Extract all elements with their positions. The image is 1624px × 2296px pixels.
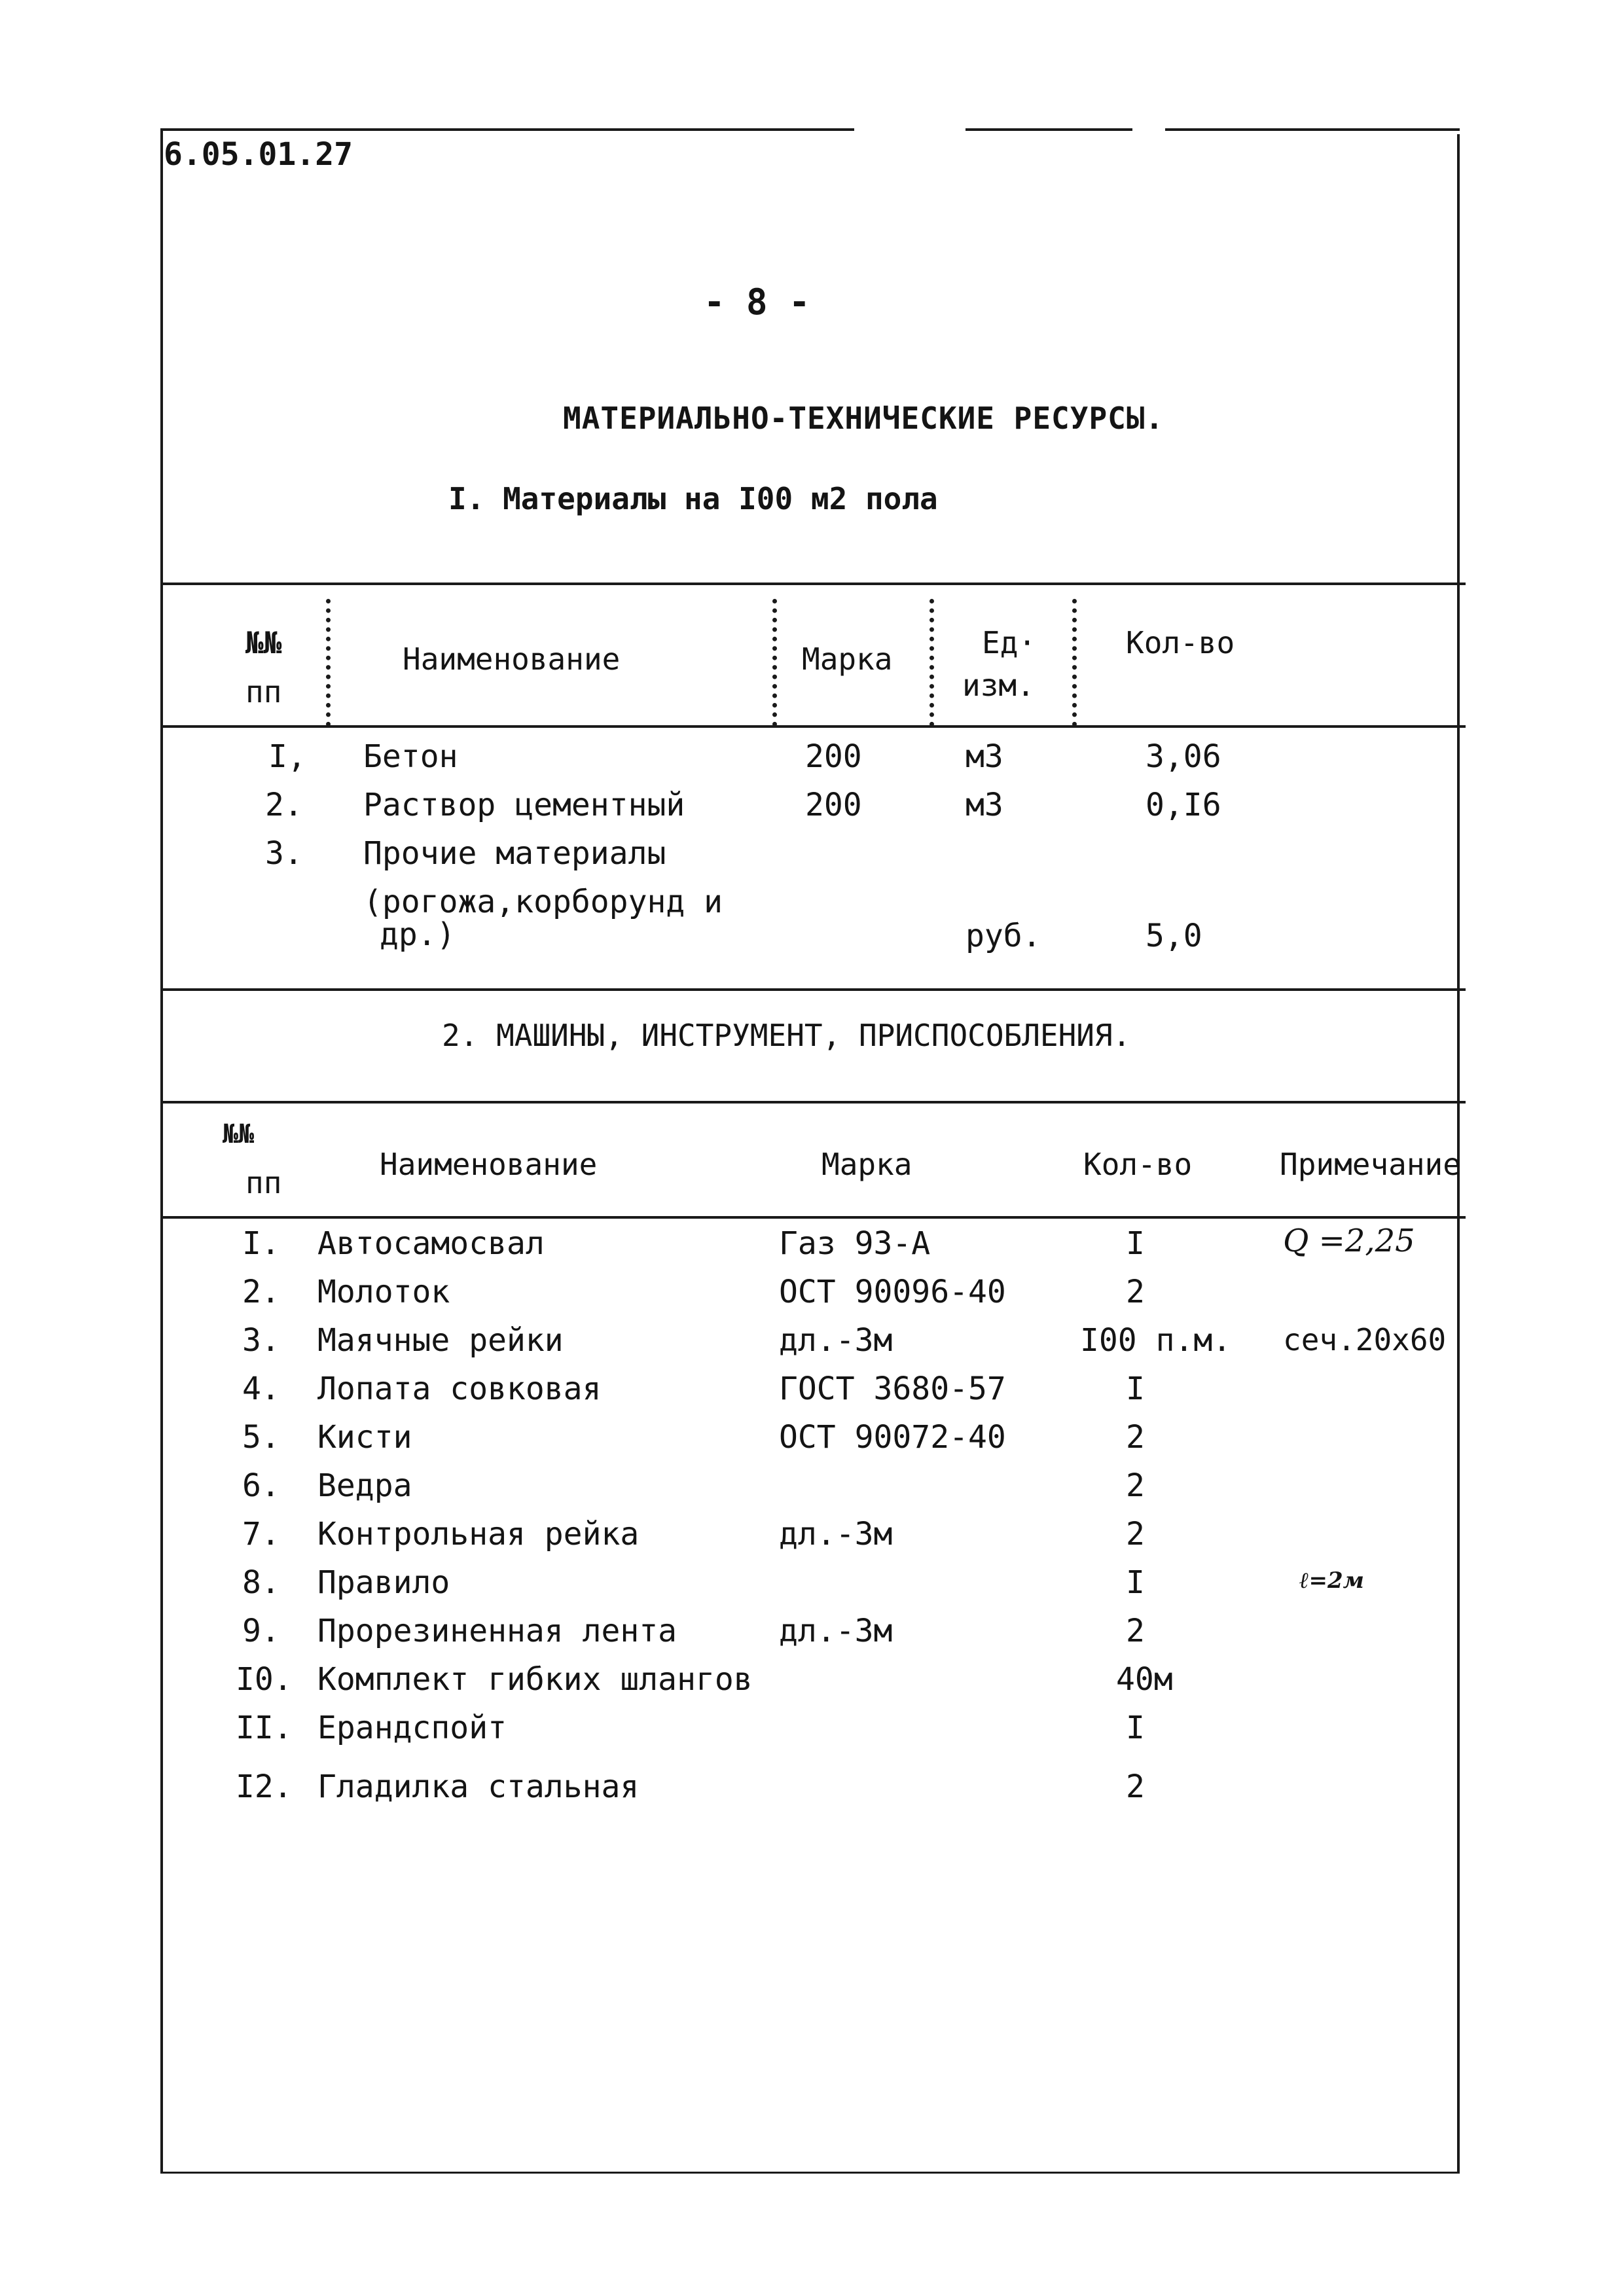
row-brand: ОСТ 90096-40 xyxy=(779,1274,1006,1310)
frame-top-line xyxy=(965,128,1132,131)
page-number: - 8 - xyxy=(704,281,810,323)
table1-top-rule xyxy=(163,583,1466,585)
row-num: I0. xyxy=(236,1661,293,1698)
header-name: Наименование xyxy=(403,641,621,677)
frame-left-line xyxy=(160,131,163,2173)
row-note: Q =2,25 xyxy=(1283,1223,1415,1259)
row-name: Прорезиненная лента xyxy=(317,1613,677,1649)
row-qty: 5,0 xyxy=(1146,918,1202,954)
column-separator xyxy=(772,599,781,726)
row-qty: 40м xyxy=(1116,1661,1173,1698)
row-num: II. xyxy=(236,1710,293,1746)
row-unit: м3 xyxy=(965,787,1003,823)
header-note: Примечание xyxy=(1280,1147,1461,1182)
header-name: Наименование xyxy=(380,1147,598,1182)
row-name: Прочие материалы xyxy=(363,835,666,872)
row-name: Лопата совковая xyxy=(317,1371,602,1407)
row-name: Бетон xyxy=(363,738,458,775)
document-code: 6.05.01.27 xyxy=(164,136,353,173)
section-1-title: I. Материалы на I00 м2 пола xyxy=(448,481,938,516)
row-brand: Газ 93-А xyxy=(779,1225,931,1262)
row-num: 2. xyxy=(265,787,303,823)
row-num: I, xyxy=(268,738,306,775)
row-num: 8. xyxy=(242,1564,280,1601)
column-separator xyxy=(929,599,938,726)
header-qty: Кол-во xyxy=(1083,1147,1193,1182)
row-note: ℓ=2м xyxy=(1299,1568,1364,1594)
table2-top-rule xyxy=(163,1101,1466,1103)
row-name: Ерандспойт xyxy=(317,1710,507,1746)
row-qty: I xyxy=(1126,1371,1145,1407)
header-num-pp: пп xyxy=(245,1165,282,1200)
row-note: сеч.20х60 xyxy=(1283,1322,1447,1357)
row-name: Комплект гибких шлангов xyxy=(317,1661,753,1698)
header-num-pp: пп xyxy=(245,674,282,709)
row-brand: ГОСТ 3680-57 xyxy=(779,1371,1006,1407)
row-qty: 3,06 xyxy=(1146,738,1221,775)
row-brand: ОСТ 90072-40 xyxy=(779,1419,1006,1456)
page-title: МАТЕРИАЛЬНО-ТЕХНИЧЕСКИЕ РЕСУРСЫ. xyxy=(563,401,1164,436)
row-qty: I xyxy=(1126,1225,1145,1262)
row-num: 7. xyxy=(242,1516,280,1552)
frame-bottom-line xyxy=(160,2172,1460,2174)
row-qty: 2 xyxy=(1126,1419,1145,1456)
row-num: 6. xyxy=(242,1467,280,1504)
table1-header-rule xyxy=(163,725,1466,728)
row-unit: руб. xyxy=(965,918,1041,954)
row-name: Кисти xyxy=(317,1419,412,1456)
row-qty: 2 xyxy=(1126,1467,1145,1504)
header-unit: Ед· xyxy=(982,625,1037,660)
row-name: Молоток xyxy=(317,1274,450,1310)
header-qty: Кол-во xyxy=(1126,625,1235,660)
row-name: Контрольная рейка xyxy=(317,1516,640,1552)
row-name: Правило xyxy=(317,1564,450,1601)
row-qty: 0,I6 xyxy=(1146,787,1221,823)
row-name-line3: др.) xyxy=(380,916,456,953)
row-num: I. xyxy=(242,1225,280,1262)
row-qty: 2 xyxy=(1126,1274,1145,1310)
section-2-title: 2. МАШИНЫ, ИНСТРУМЕНТ, ПРИСПОСОБЛЕНИЯ. xyxy=(442,1018,1131,1053)
table1-bottom-rule xyxy=(163,988,1466,991)
column-separator xyxy=(1072,599,1081,726)
row-num: 2. xyxy=(242,1274,280,1310)
row-name: Автосамосвал xyxy=(317,1225,545,1262)
row-qty: 2 xyxy=(1126,1768,1145,1805)
row-num: I2. xyxy=(236,1768,293,1805)
row-brand: 200 xyxy=(805,738,862,775)
row-name-line2: (рогожа,корборунд и xyxy=(363,884,723,920)
row-num: 9. xyxy=(242,1613,280,1649)
header-num: №№ xyxy=(245,625,282,660)
row-num: 3. xyxy=(265,835,303,872)
row-brand: дл.-3м xyxy=(779,1322,893,1359)
header-num: №№ xyxy=(223,1119,255,1149)
row-qty: 2 xyxy=(1126,1613,1145,1649)
row-unit: м3 xyxy=(965,738,1003,775)
table2-header-rule xyxy=(163,1216,1466,1219)
row-qty: I00 п.м. xyxy=(1080,1322,1232,1359)
column-separator xyxy=(326,599,334,726)
row-name: Маячные рейки xyxy=(317,1322,564,1359)
header-brand: Марка xyxy=(821,1147,912,1182)
row-name: Раствор цементный xyxy=(363,787,685,823)
header-unit-line2: изм. xyxy=(962,668,1035,703)
row-qty: I xyxy=(1126,1710,1145,1746)
row-name: Гладилка стальная xyxy=(317,1768,640,1805)
row-brand: дл.-3м xyxy=(779,1613,893,1649)
frame-top-line xyxy=(160,128,854,131)
row-brand: дл.-3м xyxy=(779,1516,893,1552)
row-num: 5. xyxy=(242,1419,280,1456)
row-num: 3. xyxy=(242,1322,280,1359)
row-qty: I xyxy=(1126,1564,1145,1601)
header-brand: Марка xyxy=(802,641,893,677)
frame-top-line xyxy=(1165,128,1460,131)
row-num: 4. xyxy=(242,1371,280,1407)
row-name: Ведра xyxy=(317,1467,412,1504)
row-qty: 2 xyxy=(1126,1516,1145,1552)
row-brand: 200 xyxy=(805,787,862,823)
